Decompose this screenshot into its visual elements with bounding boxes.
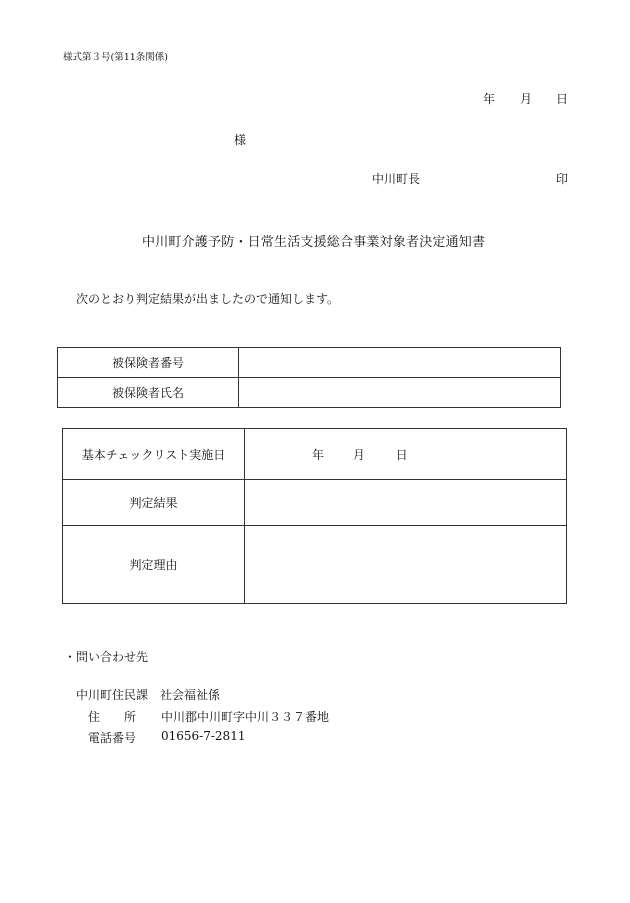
insured-name-label: 被保険者氏名 xyxy=(58,378,239,408)
issuer-name: 中川町長 xyxy=(372,172,421,186)
insured-number-label: 被保険者番号 xyxy=(58,348,239,378)
contact-heading: ・問い合わせ先 xyxy=(64,650,149,664)
contact-address-label: 住 所 xyxy=(88,710,137,724)
reason-field[interactable] xyxy=(245,526,567,604)
contact-phone-value: 01656-7-2811 xyxy=(161,729,246,743)
checklist-date-field[interactable] xyxy=(245,429,567,480)
date-year: 年 xyxy=(483,92,496,106)
result-table xyxy=(62,428,567,604)
addressee-suffix: 様 xyxy=(234,133,247,147)
date-day: 日 xyxy=(556,92,569,106)
insured-table xyxy=(57,347,561,408)
checklist-date-label: 基本チェックリスト実施日 xyxy=(63,429,245,480)
contact-department: 中川町住民課 社会福祉係 xyxy=(76,688,221,702)
intro-text: 次のとおり判定結果が出ましたので通知します。 xyxy=(76,292,340,306)
contact-phone-label: 電話番号 xyxy=(88,731,137,745)
seal-mark: 印 xyxy=(556,172,569,186)
result-label: 判定結果 xyxy=(63,480,245,526)
insured-name-field[interactable] xyxy=(239,378,561,408)
document-title: 中川町介護予防・日常生活支援総合事業対象者決定通知書 xyxy=(142,235,486,250)
reason-label: 判定理由 xyxy=(63,526,245,604)
checklist-day: 日 xyxy=(395,447,408,462)
checklist-month: 月 xyxy=(352,447,365,462)
form-number: 様式第３号(第11条関係) xyxy=(63,52,169,63)
contact-address-value: 中川郡中川町字中川３３７番地 xyxy=(161,710,330,724)
checklist-year: 年 xyxy=(312,447,325,462)
insured-number-field[interactable] xyxy=(239,348,561,378)
date-month: 月 xyxy=(520,92,533,106)
result-field[interactable] xyxy=(245,480,567,526)
